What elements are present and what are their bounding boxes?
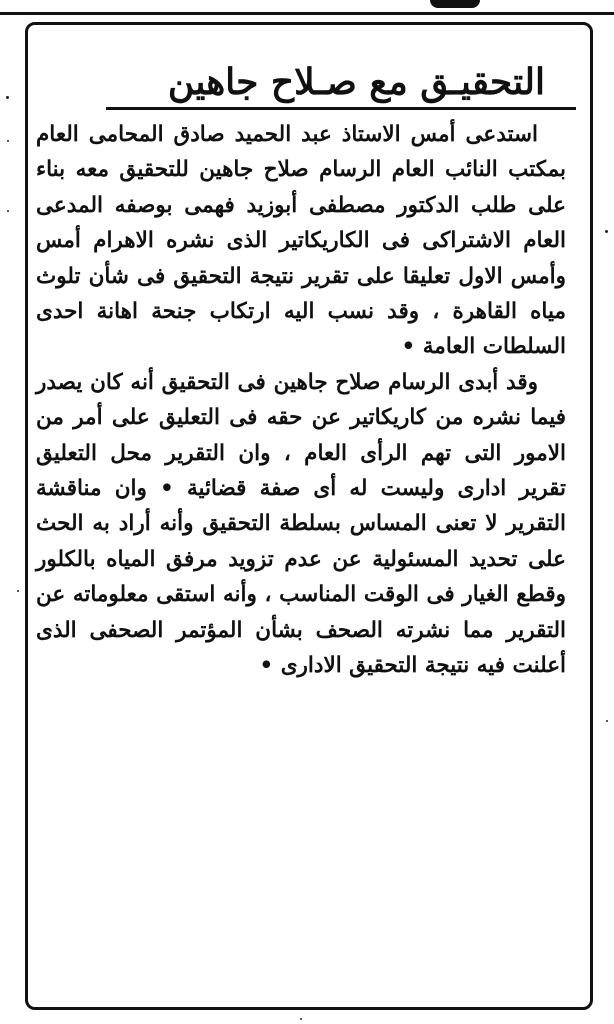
scan-speck: [7, 210, 9, 212]
article-body: [36, 117, 566, 684]
headline-underline: [106, 107, 576, 110]
scan-speck: [7, 140, 9, 142]
article-headline: التحقيـق مع صـلاح جاهين: [167, 61, 545, 103]
scan-speck: [17, 590, 19, 592]
article-paragraph-1: استدعى أمس الاستاذ عبد الحميد صادق المحامى العام بمكتب النائب العام الرسام صلاح جاهين للتحقيق معه بناء على طلب الدكتور مصطفى أبوزيد فهمى بوصفه المدعى العام الاشتراكى فى الكاريكاتير الذى نشره الاهرام أمس وأمس الاول تعليقا على تقرير نتيجة التحقيق فى شأن تلوث مياه القاهرة ، وقد نسب اليه ارتكاب جنحة اهانة احدى السلطات العامة •: [36, 122, 566, 360]
scan-speck: [606, 720, 608, 722]
scan-speck: [300, 1018, 302, 1020]
article-paragraph-2: وقد أبدى الرسام صلاح جاهين فى التحقيق أنه كان يصدر فيما نشره من كاريكاتير عن حقه فى التعليق على أمر من الامور التى تهم الرأى العام ، وان التقرير محل التعليق تقرير ادارى وليست له أى صفة قضائية • وان مناقشة التقرير لا تعنى المساس بسلطة التحقيق وأنه أراد به الحث على تحديد المسئولية عن عدم تزويد مرفق المياه بالكلور وقطع الغيار فى الوقت المناسب ، وأنه استقى معلوماته عن التقرير مما نشرته الصحف بشأن المؤتمر الصحفى الذى أعلنت فيه نتيجة التحقيق الادارى •: [36, 369, 566, 679]
scan-speck: [6, 96, 9, 99]
scan-speck: [605, 230, 608, 233]
top-border-rule: [0, 0, 614, 15]
clipped-heading-fragment: [430, 0, 480, 8]
article-frame: [25, 22, 593, 1010]
